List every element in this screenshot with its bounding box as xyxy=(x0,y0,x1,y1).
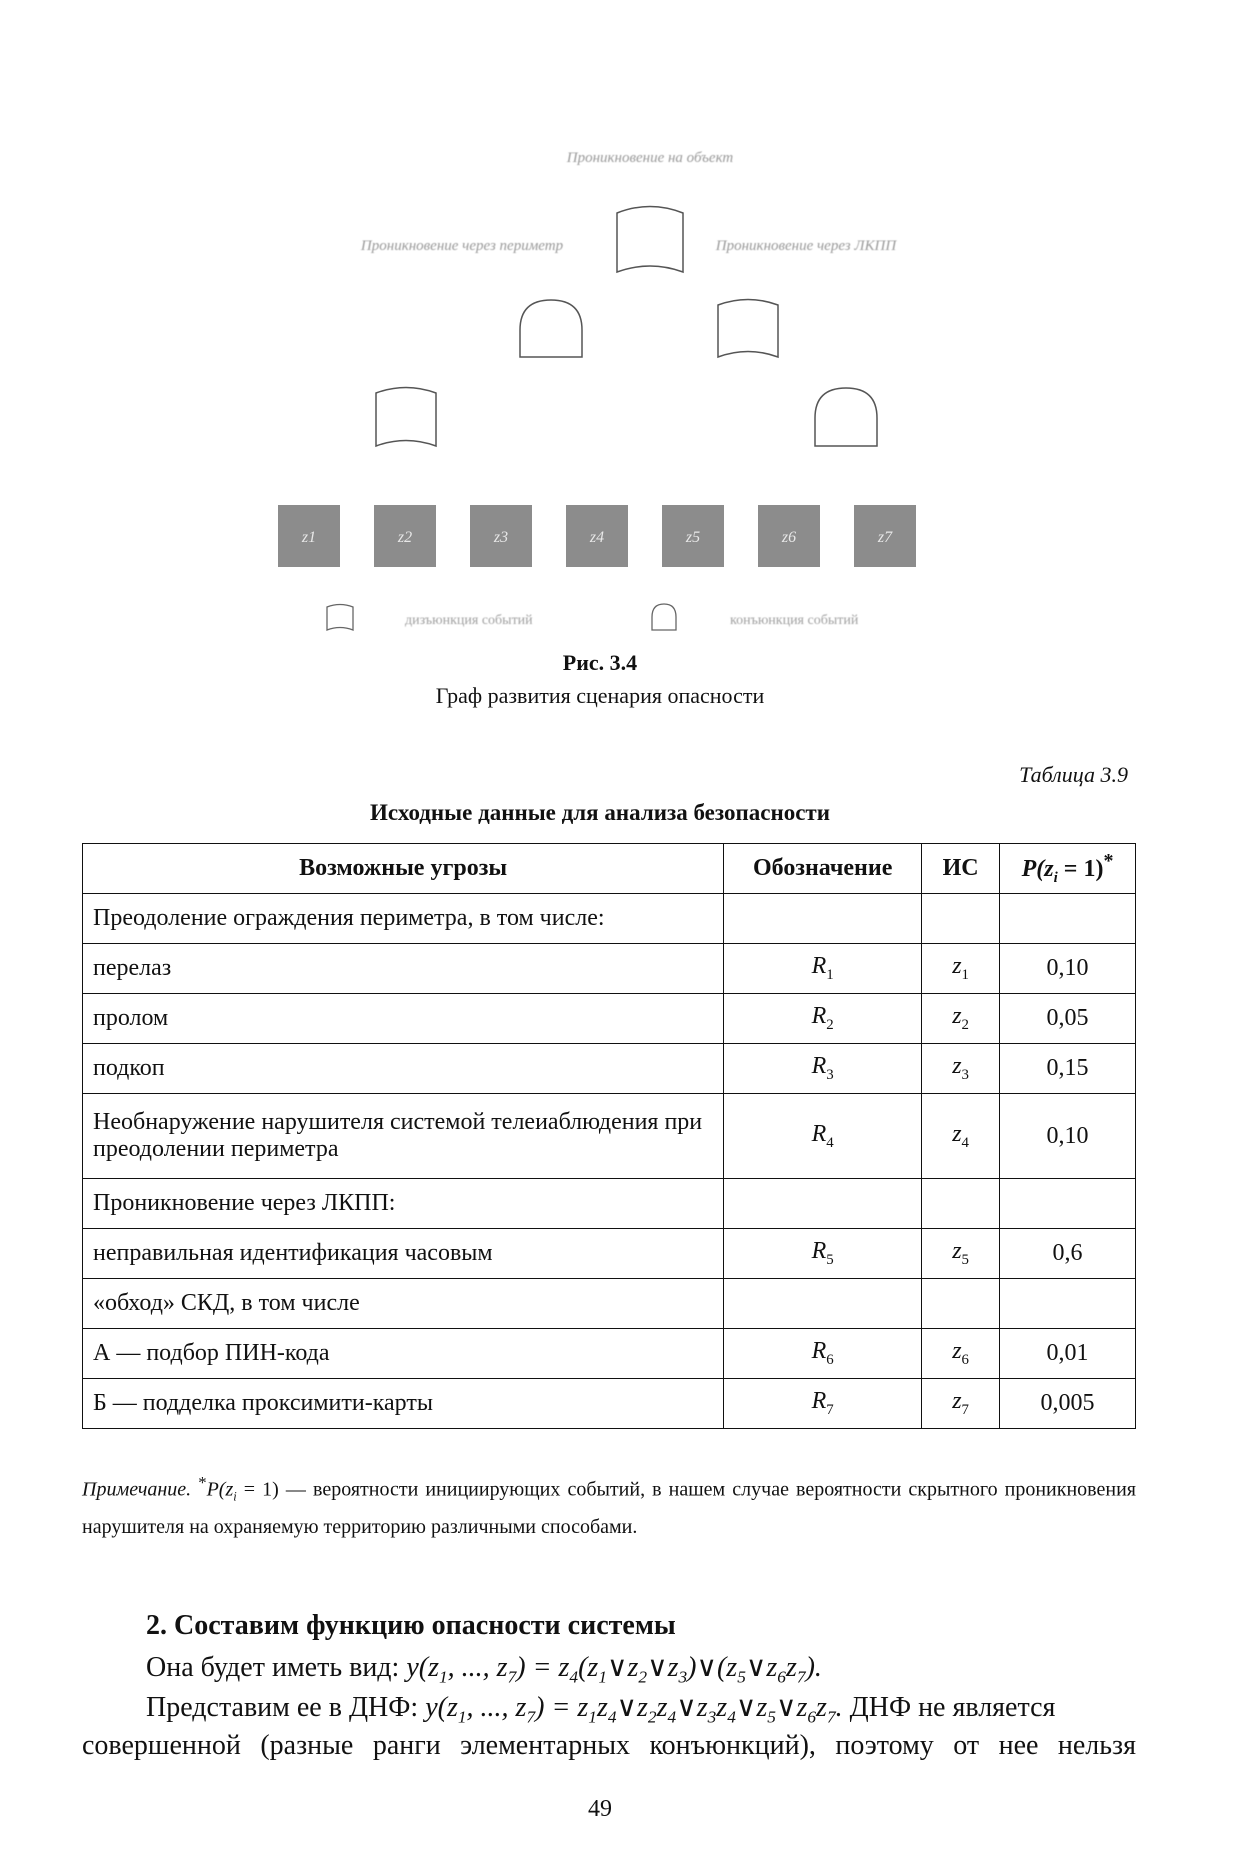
cell-designation xyxy=(724,894,922,944)
cell-threat: подкоп xyxy=(83,1044,724,1094)
right-or-gate xyxy=(718,300,778,358)
cell-is: $z_4$ xyxy=(922,1094,1000,1179)
event-label-4: z4 xyxy=(589,529,605,546)
paragraph-3: совершенной (разные ранги элементарных конъюнкций), поэтому от нее нельзя xyxy=(82,1730,1136,1761)
cell-probability: 0,15 xyxy=(1000,1044,1136,1094)
event-label-7: z7 xyxy=(877,529,893,546)
table-header-row xyxy=(83,844,1136,894)
cell-probability xyxy=(1000,1279,1136,1329)
legend-conjunction-symbol xyxy=(652,604,676,630)
table-title: Исходные данные для анализа безопасности xyxy=(370,800,830,825)
cell-threat: неправильная идентификация часовым xyxy=(83,1229,724,1279)
cell-probability: 0,01 xyxy=(1000,1329,1136,1379)
table-note: Примечание. $^*P(z_i = 1)$ — вероятности инициирующих событий, в нашем случае вероятности скрытного проникновения нарушителя на охраняемую территорию различными способами. xyxy=(82,1473,1136,1538)
node-label-root: Проникновение на объект xyxy=(566,150,734,166)
table-row xyxy=(83,1094,1136,1179)
root-or-gate xyxy=(617,207,683,273)
cell-threat: пролом xyxy=(83,994,724,1044)
cell-designation: $R_3$ xyxy=(724,1044,922,1094)
cell-threat: Проникновение через ЛКПП: xyxy=(83,1179,724,1229)
cell-threat: Преодоление ограждения периметра, в том числе: xyxy=(83,894,724,944)
event-label-5: z5 xyxy=(685,529,701,546)
left-or-gate xyxy=(376,388,436,447)
section-heading: 2. Составим функцию опасности системы xyxy=(146,1610,676,1641)
cell-probability: 0,10 xyxy=(1000,944,1136,994)
table-row xyxy=(83,994,1136,1044)
left-and-gate xyxy=(520,300,582,357)
cell-designation xyxy=(724,1279,922,1329)
cell-probability: 0,005 xyxy=(1000,1379,1136,1429)
paragraph-1: Она будет иметь вид: $y(z_1$, ..., $z_7$) = $z_4(z_1\vee z_2\vee z_3)\vee(z_5\vee z_6z_7)$. xyxy=(146,1652,822,1687)
node-label-right: Проникновение через ЛКПП xyxy=(715,238,897,254)
cell-is: $z_7$ xyxy=(922,1379,1000,1429)
cell-probability: 0,05 xyxy=(1000,994,1136,1044)
cell-threat: Необнаружение нарушителя системой телеиаблюдения при преодолении периметра xyxy=(83,1094,724,1179)
node-label-left: Проникновение через периметр xyxy=(360,238,564,254)
legend-conjunction-label: конъюнкция событий xyxy=(730,613,859,628)
cell-probability xyxy=(1000,894,1136,944)
cell-probability: 0,6 xyxy=(1000,1229,1136,1279)
table-row xyxy=(83,944,1136,994)
cell-is xyxy=(922,1279,1000,1329)
threats-table xyxy=(82,843,1136,1429)
cell-is: $z_2$ xyxy=(922,994,1000,1044)
cell-threat: «обход» СКД, в том числе xyxy=(83,1279,724,1329)
table-row xyxy=(83,1229,1136,1279)
cell-is: $z_6$ xyxy=(922,1329,1000,1379)
legend-disjunction-label: дизъюнкция событий xyxy=(405,613,533,628)
cell-probability xyxy=(1000,1179,1136,1229)
cell-is: $z_3$ xyxy=(922,1044,1000,1094)
cell-threat: Б — подделка проксимити-карты xyxy=(83,1379,724,1429)
header-is: ИС xyxy=(922,844,1000,894)
event-label-2: z2 xyxy=(397,529,413,546)
cell-designation: $R_6$ xyxy=(724,1329,922,1379)
cell-threat: А — подбор ПИН-кода xyxy=(83,1329,724,1379)
event-label-1: z1 xyxy=(301,529,317,546)
cell-designation: $R_2$ xyxy=(724,994,922,1044)
cell-designation: $R_4$ xyxy=(724,1094,922,1179)
cell-is xyxy=(922,1179,1000,1229)
cell-is: $z_5$ xyxy=(922,1229,1000,1279)
cell-is xyxy=(922,894,1000,944)
table-row xyxy=(83,1044,1136,1094)
header-designation: Обозначение xyxy=(724,844,922,894)
cell-designation: $R_1$ xyxy=(724,944,922,994)
cell-designation: $R_7$ xyxy=(724,1379,922,1429)
cell-threat: перелаз xyxy=(83,944,724,994)
table-row xyxy=(83,1179,1136,1229)
table-row xyxy=(83,894,1136,944)
right-and-gate xyxy=(815,388,877,446)
formula-2: $y(z_1$, ..., $z_7$) = $z_1z_4\vee z_2z_4\vee z_3z_4\vee z_5\vee z_6z_7$. xyxy=(425,1692,843,1727)
figure-number: Рис. 3.4 xyxy=(562,650,638,675)
cell-probability: 0,10 xyxy=(1000,1094,1136,1179)
table-label: Таблица 3.9 xyxy=(1019,762,1128,787)
formula-1: $y(z_1$, ..., $z_7$) = $z_4(z_1\vee z_2\vee z_3)\vee(z_5\vee z_6z_7)$. xyxy=(406,1652,822,1687)
table-row xyxy=(83,1279,1136,1329)
header-probability: $P(z_i = 1)^*$ xyxy=(1000,844,1136,894)
table-row xyxy=(83,1329,1136,1379)
scenario-graph xyxy=(0,0,1258,650)
cell-is: $z_1$ xyxy=(922,944,1000,994)
event-label-3: z3 xyxy=(493,529,509,546)
header-threats: Возможные угрозы xyxy=(83,844,724,894)
figure-title: Граф развития сценария опасности xyxy=(435,683,765,708)
legend-disjunction-symbol xyxy=(327,605,353,631)
paragraph-2: Представим ее в ДНФ: $y(z_1$, ..., $z_7$) = $z_1z_4\vee z_2z_4\vee z_3z_4\vee z_5\vee z_6z_7$. ДНФ не является xyxy=(146,1692,1056,1727)
cell-designation: $R_5$ xyxy=(724,1229,922,1279)
table-row xyxy=(83,1379,1136,1429)
cell-designation xyxy=(724,1179,922,1229)
page-number: 49 xyxy=(588,1796,612,1822)
event-label-6: z6 xyxy=(781,529,797,546)
